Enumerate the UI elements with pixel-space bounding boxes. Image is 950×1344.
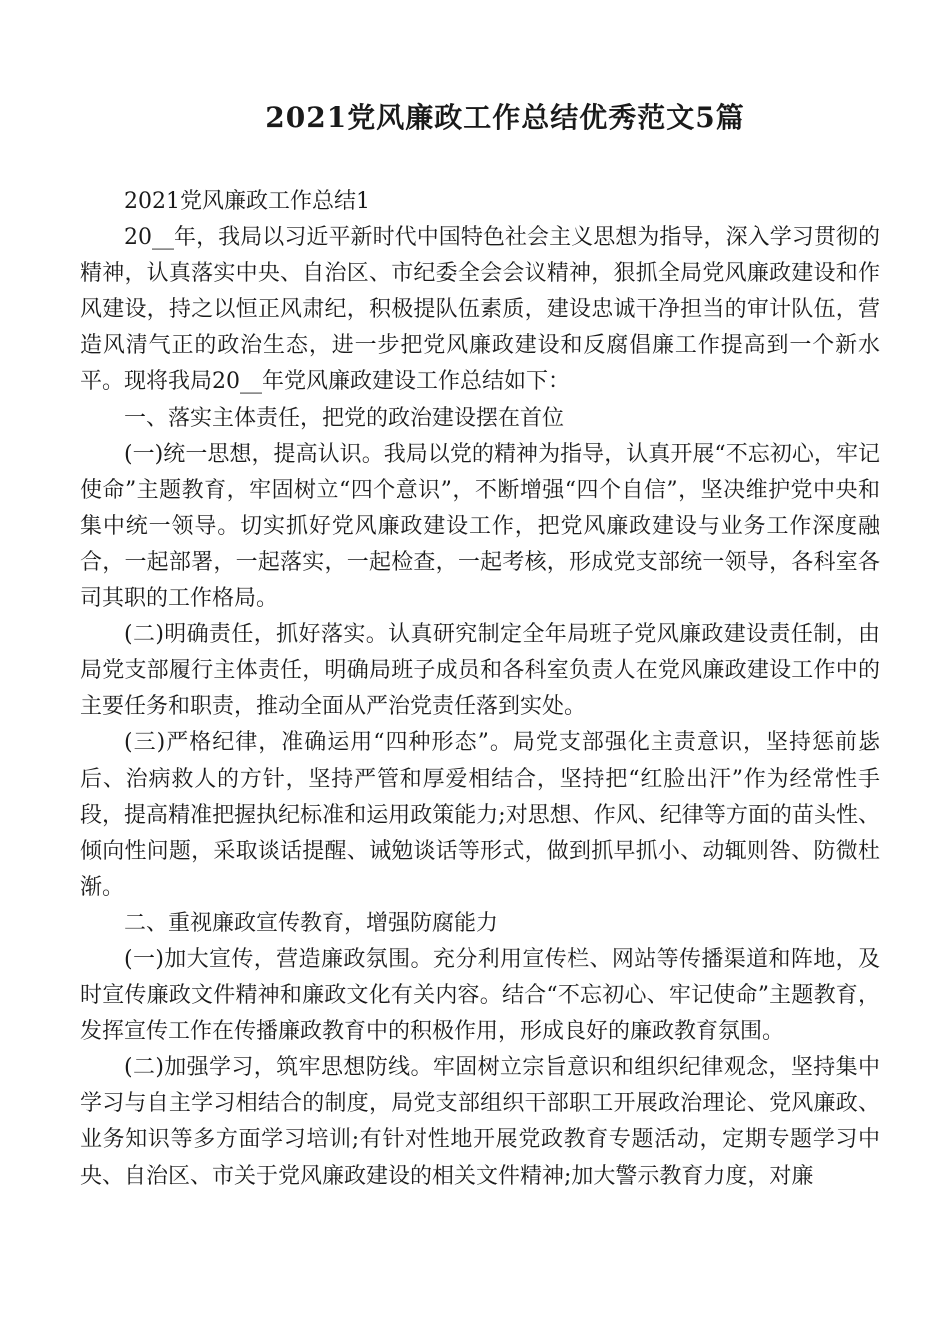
document-title: 2021党风廉政工作总结优秀范文5篇 xyxy=(265,101,745,134)
paragraph: (一)加大宣传，营造廉政氛围。充分利用宣传栏、网站等传播渠道和阵地，及时宣传廉政文件精神和廉政文化有关内容。结合“不忘初心、牢记使命”主题教育，发挥宣传工作在传播廉政教育中的积极作用，形成良好的廉政教育氛围。 xyxy=(80,946,880,1045)
section-heading: 一、落实主体责任，把党的政治建设摆在首位 xyxy=(124,405,565,431)
paragraph: (三)严格纪律，准确运用“四种形态”。局党支部强化主责意识，坚持惩前毖后、治病救人的方针，坚持严管和厚爱相结合，坚持把“红脸出汗”作为经常性手段，提高精准把握执纪标准和运用政策能力;对思想、作风、纪律等方面的苗头性、倾向性问题，采取谈话提醒、诫勉谈话等形式，做到抓早抓小、动辄则咎、防微杜渐。 xyxy=(80,730,880,900)
paragraph: (一)统一思想，提高认识。我局以党的精神为指导，认真开展“不忘初心，牢记使命”主题教育，牢固树立“四个意识”，不断增强“四个自信”，坚决维护党中央和集中统一领导。切实抓好党风廉政建设工作，把党风廉政建设与业务工作深度融合，一起部署，一起落实，一起检查，一起考核，形成党支部统一领导，各科室各司其职的工作格局。 xyxy=(80,441,880,612)
intro-paragraph: 20__年，我局以习近平新时代中国特色社会主义思想为指导，深入学习贯彻的精神，认真落实中央、自治区、市纪委全会会议精神，狠抓全局党风廉政建设和作风建设，持之以恒正风肃纪，积极提队伍素质，建设忠诚干净担当的审计队伍，营造风清气正的政治生态，进一步把党风廉政建设和反腐倡廉工作提高到一个新水平。现将我局20__年党风廉政建设工作总结如下： xyxy=(80,225,880,395)
section-heading-1: 2021党风廉政工作总结1 xyxy=(124,189,370,214)
section-heading: 二、重视廉政宣传教育，增强防腐能力 xyxy=(124,910,499,936)
paragraph: (二)加强学习，筑牢思想防线。牢固树立宗旨意识和组织纪律观念，坚持集中学习与自主学习相结合的制度，局党支部组织干部职工开展政治理论、党风廉政、业务知识等多方面学习培训;有针对性地开展党政教育专题活动，定期专题学习中央、自治区、市关于党风廉政建设的相关文件精神;加大警示教育力度，对廉 xyxy=(80,1055,880,1189)
document-body xyxy=(80,184,880,1195)
paragraph: (二)明确责任，抓好落实。认真研究制定全年局班子党风廉政建设责任制，由局党支部履行主体责任，明确局班子成员和各科室负责人在党风廉政建设工作中的主要任务和职责，推动全面从严治党责任落到实处。 xyxy=(80,622,880,720)
